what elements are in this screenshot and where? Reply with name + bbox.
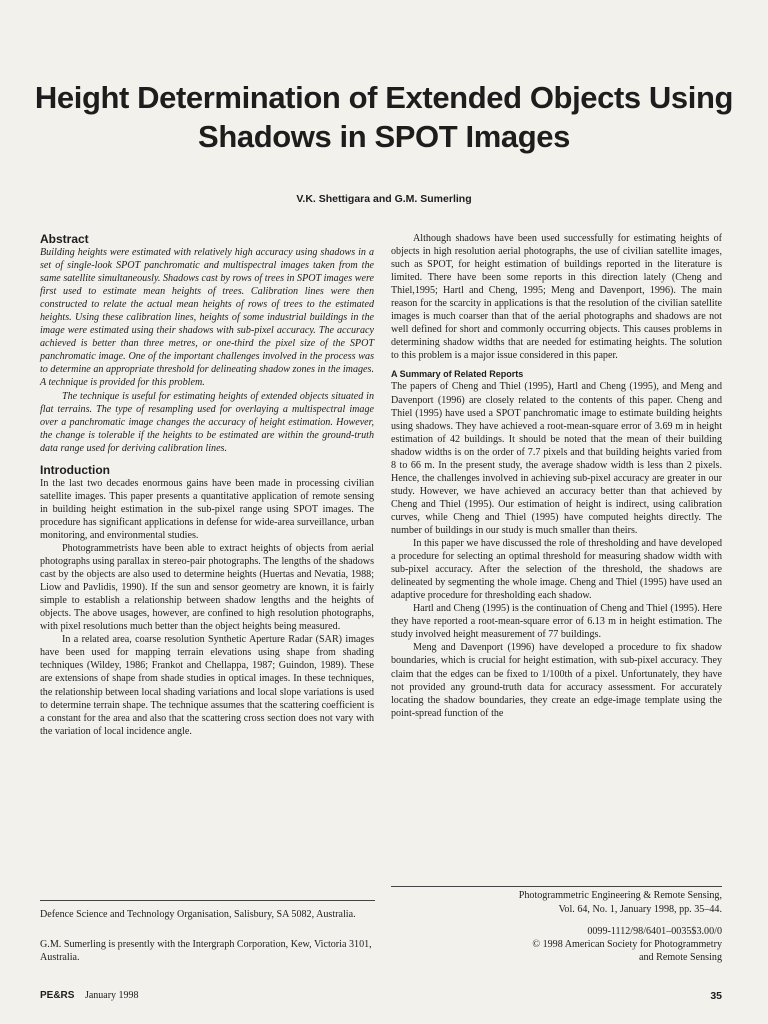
footer-brand: PE&RS bbox=[40, 990, 75, 1001]
copyright-block bbox=[391, 925, 722, 964]
abstract-paragraph-2: The technique is useful for estimating heights of extended objects situated in flat terrains. The type of resampling used for overlaying a multispectral image over a panchromatic image changes the accuracy of height estimation. However, the change is tolerable if the heights to be estimated are within the ground-truth data range used for deriving calibration lines. bbox=[40, 390, 374, 454]
footnote-divider bbox=[40, 900, 375, 901]
related-paragraph-4: Meng and Davenport (1996) have developed a procedure to fix shadow boundaries, which is crucial for height estimation, with sub-pixel accuracy. They claim that the edges can be fixed to 1/100th of a pixel. Unfortunately, they have not provided any ground-truth data for accuracy assessment. For accurately locating the shadow boundaries, they create an edge-image template using the point-spread function of the bbox=[391, 642, 722, 719]
introduction-paragraph-2: Photogrammetrists have been able to extract heights of objects from aerial photographs using parallax in stereo-pair photographs. The lengths of the shadows cast by the objects are also used to determine heights (Huertas and Nevatia, 1988; Liow and Pavlidis, 1990). If the sun and sensor geometry are known, it is fairly simple to establish a relationship between shadow lengths and the heights of objects. The above usages, however, are confined to high resolution photographs, with pixel resolutions much better than the object heights being measured. bbox=[40, 542, 374, 633]
footnote-affiliation-2: G.M. Sumerling is presently with the Intergraph Corporation, Kew, Victoria 3101, Australia. bbox=[40, 939, 372, 963]
right-column bbox=[391, 232, 722, 720]
copyright-line-1: © 1998 American Society for Photogrammetry bbox=[532, 939, 722, 950]
related-paragraph-3: Hartl and Cheng (1995) is the continuation of Cheng and Thiel (1995). Here they have reported a root-mean-square error of 6.13 m in height estimation. The study involved height measurement of 77 buildings. bbox=[391, 603, 722, 641]
authors: V.K. Shettigara and G.M. Sumerling bbox=[296, 193, 472, 205]
copyright-line-2: and Remote Sensing bbox=[639, 952, 722, 963]
journal-volume: Vol. 64, No. 1, January 1998, pp. 35–44. bbox=[558, 904, 722, 915]
related-paragraph-1: The papers of Cheng and Thiel (1995), Hartl and Cheng (1995), and Meng and Davenport (1996) are closely related to the contents of this paper. Cheng and Thiel (1995) have used a SPOT panchromatic image to estimate building heights using shadows. They have achieved a root-mean-square error of 3.69 m in height estimation of 42 buildings. It should be noted that the mean of their building shadow widths is on the order of 7.7 pixels and that building heights varied from 8 to 66 m. In the present study, the average shadow width is less than 2 pixels. Hence, the challenges involved in achieving sub-pixel accuracy are greater in our study. However, we have achieved an accuracy better than that achieved by Cheng and Thiel (1995). Our estimation of height is indirect, using calibration curves, while Cheng and Thiel (1995) have computed heights directly. The number of buildings in our study is much smaller than theirs. bbox=[391, 381, 722, 536]
footer-journal bbox=[40, 990, 139, 1001]
copyright-code: 0099-1112/98/6401–0035$3.00/0 bbox=[587, 926, 722, 937]
journal-citation bbox=[391, 886, 722, 917]
abstract-section bbox=[40, 232, 374, 455]
abstract-heading: Abstract bbox=[40, 232, 89, 246]
page-number: 35 bbox=[710, 990, 722, 1002]
related-paragraph-2: In this paper we have discussed the role of thresholding and have developed a procedure for selecting an optimal threshold for measuring shadow width with sub-pixel accuracy. After the selection of the threshold, the shadows are delineated by segmenting the whole image. Cheng and Thiel (1995) have used an adaptive procedure for thresholding each shadow. bbox=[391, 538, 722, 602]
title-line-2: Shadows in SPOT Images bbox=[198, 119, 570, 154]
introduction-paragraph-1: In the last two decades enormous gains have been made in processing civilian satellite images. This paper presents a quantitative application of remote sensing in building height estimation in the sub-pixel range using SPOT images. The procedure has significant applications in defense for wide-area surveillance, urban monitoring, and environmental studies. bbox=[40, 477, 374, 541]
title-line-1: Height Determination of Extended Objects Using bbox=[34, 80, 734, 115]
abstract-paragraph-1: Building heights were estimated with relatively high accuracy using shadows in a set of single-look SPOT panchromatic and multispectral images taken from the same satellite simultaneously. Shadows cast by rows of trees in SPOT images were first used to estimate mean heights of trees. Calibration lines were then constructed to relate the actual mean heights of rows of trees to the estimated heights. Using these calibration lines, heights of some industrial buildings in the image were estimated using their shadows with sub-pixel accuracy. The accuracy achieved is better than three metres, or one-third the pixel size of the SPOT panchromatic image. One of the important challenges involved in the process was to determine an appropriate threshold for delineating shadow zones in the images. A technique is provided for this problem. bbox=[40, 247, 374, 389]
footnote-affiliation-1: Defence Science and Technology Organisation, Salisbury, SA 5082, Australia. bbox=[40, 909, 356, 920]
intro-continuation-paragraph: Although shadows have been used successfully for estimating heights of objects in high resolution aerial photographs, the use of civilian satellite images, such as SPOT, for height estimation of buildings reported in the literature is limited. There have been some reports in this direction lately (Cheng and Thiel,1995; Hartl and Cheng, 1995; Meng and Davenport, 1996). The main reason for the scarcity in applications is that the resolution of the civilian satellite images is much coarser than that of the aerial photographs and shadows are not well defined for short and commonly occurring objects. This causes problems in determining shadow widths that are needed for estimating heights. The solution to this problem is a major issue considered in this paper. bbox=[391, 233, 722, 362]
footer-date: January 1998 bbox=[84, 990, 139, 1001]
left-column bbox=[40, 232, 374, 738]
introduction-paragraph-3: In a related area, coarse resolution Synthetic Aperture Radar (SAR) images have been used for mapping terrain elevations using shape from shading techniques (Wildey, 1986; Frankot and Chellappa, 1987; Guindon, 1989). These are extensions of shape from shade studies in optical images. In these techniques, the relationship between local shading variations and local slope variations is used to determine terrain shape. The technique assumes that the scattering coefficient is a constant for the area and also that the scattering cross section does not vary with the variation of local incidence angle. bbox=[40, 634, 374, 737]
introduction-section bbox=[40, 463, 374, 738]
introduction-heading: Introduction bbox=[40, 462, 110, 477]
journal-name: Photogrammetric Engineering & Remote Sensing, bbox=[518, 890, 722, 901]
related-reports-heading: A Summary of Related Reports bbox=[391, 369, 524, 380]
paper-title bbox=[20, 78, 748, 156]
